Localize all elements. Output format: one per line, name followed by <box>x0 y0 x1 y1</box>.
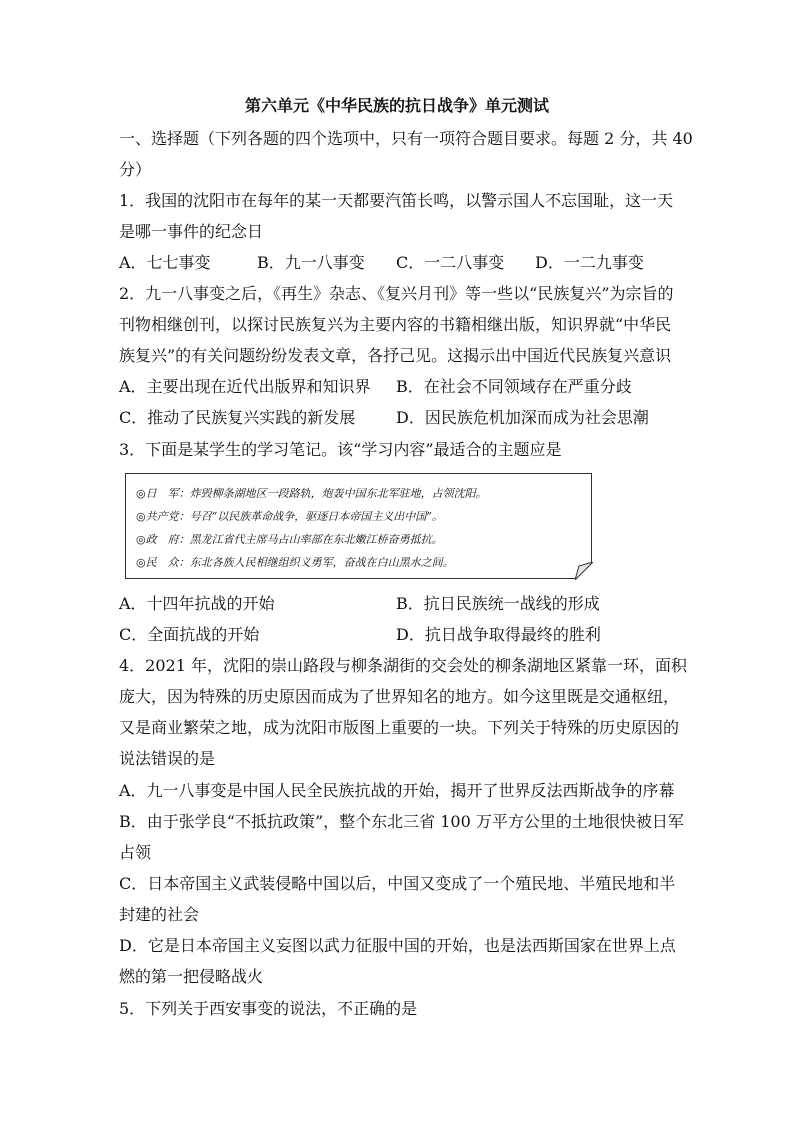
section-instruction: 一、选择题（下列各题的四个选项中，只有一项符合题目要求。每题 2 分，共 40 <box>119 129 693 148</box>
note-item-communist-party: ◎共产党：号召“以民族革命战争，驱逐日本帝国主义出中国”。 <box>136 510 443 523</box>
question-5-stem: 5．下列关于西安事变的说法，不正确的是 <box>119 999 418 1018</box>
q3-option-c: C．全面抗战的开始 <box>119 625 260 644</box>
study-note-box <box>125 473 592 579</box>
q4-option-b-cont: 占领 <box>119 843 152 862</box>
question-2-stem-cont: 族复兴”的有关问题纷纷发表文章，各抒己见。这揭示出中国近代民族复兴意识 <box>119 346 672 365</box>
question-1-stem-cont: 是哪一事件的纪念日 <box>119 222 264 241</box>
question-1-stem: 1．我国的沈阳市在每年的某一天都要汽笛长鸣，以警示国人不忘国耻，这一天 <box>119 191 674 210</box>
page-title: 第六单元《中华民族的抗日战争》单元测试 <box>244 96 549 115</box>
q2-option-c: C．推动了民族复兴实践的新发展 <box>119 408 356 427</box>
q4-option-b: B．由于张学良“不抵抗政策”，整个东北三省 100 万平方公里的土地很快被日军 <box>119 812 684 831</box>
section-instruction-cont: 分） <box>119 160 152 179</box>
q4-option-a: A．九一八事变是中国人民全民族抗战的开始，揭开了世界反法西斯战争的序幕 <box>119 781 675 800</box>
note-item-japanese-army: ◎日 军：炸毁柳条湖地区一段路轨，炮轰中国东北军驻地，占领沈阳。 <box>136 487 487 500</box>
question-1-options <box>119 252 679 274</box>
q1-option-c: C．一二八事变 <box>396 253 505 272</box>
q4-option-d-cont: 燃的第一把侵略战火 <box>119 967 264 986</box>
question-3-stem: 3．下面是某学生的学习笔记。该“学习内容”最适合的主题应是 <box>119 440 562 459</box>
q1-option-a: A．七七事变 <box>119 253 211 272</box>
question-2-options-ab <box>119 376 679 398</box>
q4-option-c-cont: 封建的社会 <box>119 905 200 924</box>
q3-option-d: D．抗日战争取得最终的胜利 <box>396 625 601 644</box>
q2-option-a: A．主要出现在近代出版界和知识界 <box>119 377 371 396</box>
question-4-stem-cont: 说法错误的是 <box>119 749 216 768</box>
question-2-options-cd <box>119 407 679 429</box>
q2-option-d: D．因民族危机加深而成为社会思潮 <box>396 408 649 427</box>
note-item-people: ◎民 众：东北各族人民相继组织义勇军，奋战在白山黑水之间。 <box>136 556 454 569</box>
question-2-stem: 2．九一八事变之后，《再生》杂志、《复兴月刊》等一些以“民族复兴”为宗旨的 <box>119 284 674 303</box>
q1-option-b: B．九一八事变 <box>257 253 365 272</box>
q2-option-b: B．在社会不同领域存在严重分歧 <box>396 377 632 396</box>
question-2-stem-cont: 刊物相继创刊，以探讨民族复兴为主要内容的书籍相继出版，知识界就“中华民 <box>119 315 672 334</box>
q3-option-a: A．十四年抗战的开始 <box>119 594 275 613</box>
question-3-options-cd <box>119 624 679 646</box>
question-4-stem: 4．2021 年，沈阳的崇山路段与柳条湖街的交会处的柳条湖地区紧靠一环，面积 <box>119 656 687 675</box>
q4-option-d: D．它是日本帝国主义妄图以武力征服中国的开始，也是法西斯国家在世界上点 <box>119 936 676 955</box>
q3-option-b: B．抗日民族统一战线的形成 <box>396 594 600 613</box>
q1-option-d: D．一二九事变 <box>535 253 644 272</box>
question-4-stem-cont: 庞大，因为特殊的历史原因而成为了世界知名的地方。如今这里既是交通枢纽， <box>119 687 680 706</box>
question-4-stem-cont: 又是商业繁荣之地，成为沈阳市版图上重要的一块。下列关于特殊的历史原因的 <box>119 718 680 737</box>
note-item-government: ◎政 府：黑龙江省代主席马占山率部在东北嫩江桥奋勇抵抗。 <box>136 533 443 546</box>
page-curl-icon <box>575 562 593 580</box>
question-3-options-ab <box>119 593 679 615</box>
q4-option-c: C．日本帝国主义武装侵略中国以后，中国又变成了一个殖民地、半殖民地和半 <box>119 874 676 893</box>
